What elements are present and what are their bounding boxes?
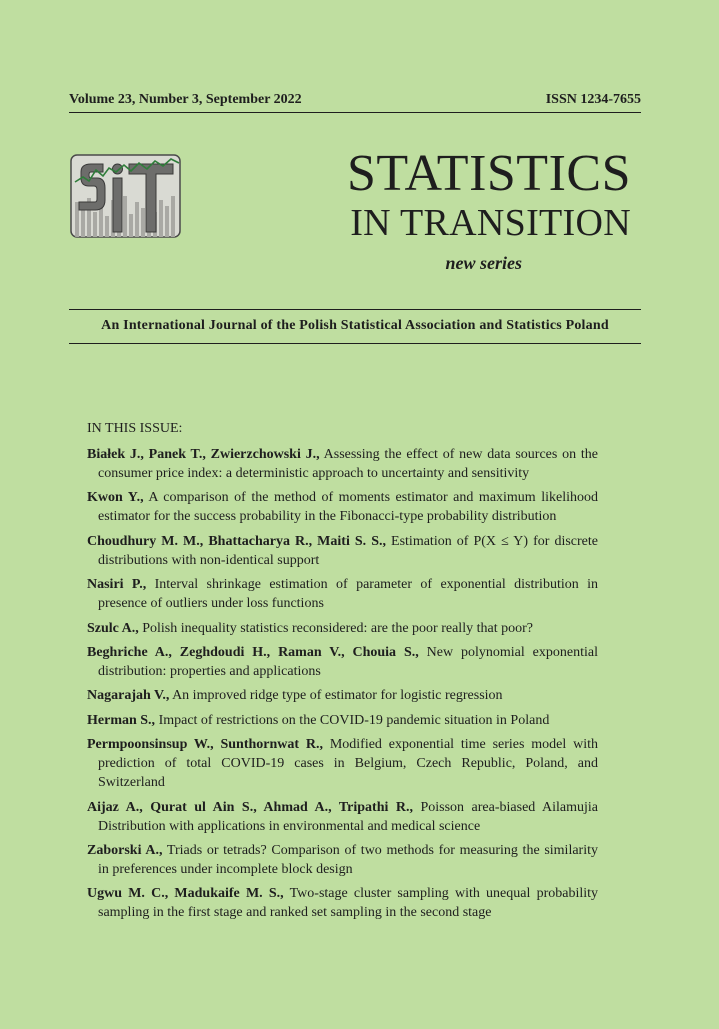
article-title: Interval shrinkage estimation of parameter of exponential distribution in presence of outliers under loss functions <box>98 577 598 612</box>
article-title: Poisson area-biased Ailamujia Distribution with applications in environmental and medical science <box>98 799 598 834</box>
article-authors: Ugwu M. C., Madukaife M. S., <box>87 886 284 902</box>
article-title: Polish inequality statistics reconsidered: are the poor really that poor? <box>142 620 533 636</box>
article-title: Modified exponential time series model with prediction of total COVID-19 cases in Belgium, Czech Republic, Poland, and Switzerland <box>98 737 598 791</box>
article-authors: Choudhury M. M., Bhattacharya R., Maiti S. S., <box>87 533 386 549</box>
article-authors: Białek J., Panek T., Zwierzchowski J., <box>87 447 320 462</box>
article-authors: Nasiri P., <box>87 577 147 593</box>
article-title: Assessing the effect of new data sources on the consumer price index: a deterministic approach to uncertainty and sensitivity <box>98 447 598 481</box>
article-title: Estimation of P(X ≤ Y) for discrete distributions with non-identical support <box>98 533 598 568</box>
article-authors: Szulc A., <box>87 620 139 636</box>
article-entry <box>87 841 598 879</box>
issue-heading: IN THIS ISSUE: <box>87 421 183 436</box>
header-line <box>69 92 641 111</box>
journal-title-line2: IN TRANSITION <box>350 202 631 244</box>
article-entry <box>87 488 598 526</box>
article-entry <box>87 686 598 705</box>
statistics-in-transition-logo <box>69 152 182 240</box>
journal-subtitle: An International Journal of the Polish Statistical Association and Statistics Poland <box>101 318 609 333</box>
issn: ISSN 1234-7655 <box>545 92 641 107</box>
article-authors: Nagarajah V., <box>87 688 170 704</box>
article-entry <box>87 643 598 681</box>
article-entry <box>87 619 598 638</box>
article-entry <box>87 798 598 836</box>
journal-title-line1: STATISTICS <box>347 145 631 202</box>
article-title: An improved ridge type of estimator for logistic regression <box>172 688 503 704</box>
article-title: New polynomial exponential distribution: properties and applications <box>98 644 598 679</box>
article-entry <box>87 445 598 483</box>
article-entry <box>87 884 598 922</box>
article-authors: Kwon Y., <box>87 490 144 506</box>
article-authors: Permpoonsinsup W., Sunthornwat R., <box>87 737 323 753</box>
article-entry <box>87 575 598 613</box>
article-authors: Beghriche A., Zeghdoudi H., Raman V., Chouia S., <box>87 644 419 660</box>
article-title: Impact of restrictions on the COVID-19 pandemic situation in Poland <box>158 712 550 728</box>
article-title: Two-stage cluster sampling with unequal probability sampling in the first stage and ranked set sampling in the second stage <box>98 886 598 921</box>
article-title: Triads or tetrads? Comparison of two methods for measuring the similarity in preferences under incomplete block design <box>98 842 598 877</box>
article-authors: Aijaz A., Qurat ul Ain S., Ahmad A., Tripathi R., <box>87 799 413 815</box>
article-title: A comparison of the method of moments estimator and maximum likelihood estimator for the success probability in the Fibonacci-type probability distribution <box>98 490 599 525</box>
article-authors: Zaborski A., <box>87 842 163 858</box>
article-entry <box>87 711 598 730</box>
subtitle-top-rule <box>69 309 641 310</box>
article-authors: Herman S., <box>87 712 156 728</box>
volume-info: Volume 23, Number 3, September 2022 <box>69 92 302 107</box>
top-rule <box>69 112 641 113</box>
series-label: new series <box>445 253 522 273</box>
article-entry <box>87 735 598 792</box>
article-list <box>87 445 598 928</box>
subtitle-bottom-rule <box>69 343 641 344</box>
article-entry <box>87 532 598 570</box>
